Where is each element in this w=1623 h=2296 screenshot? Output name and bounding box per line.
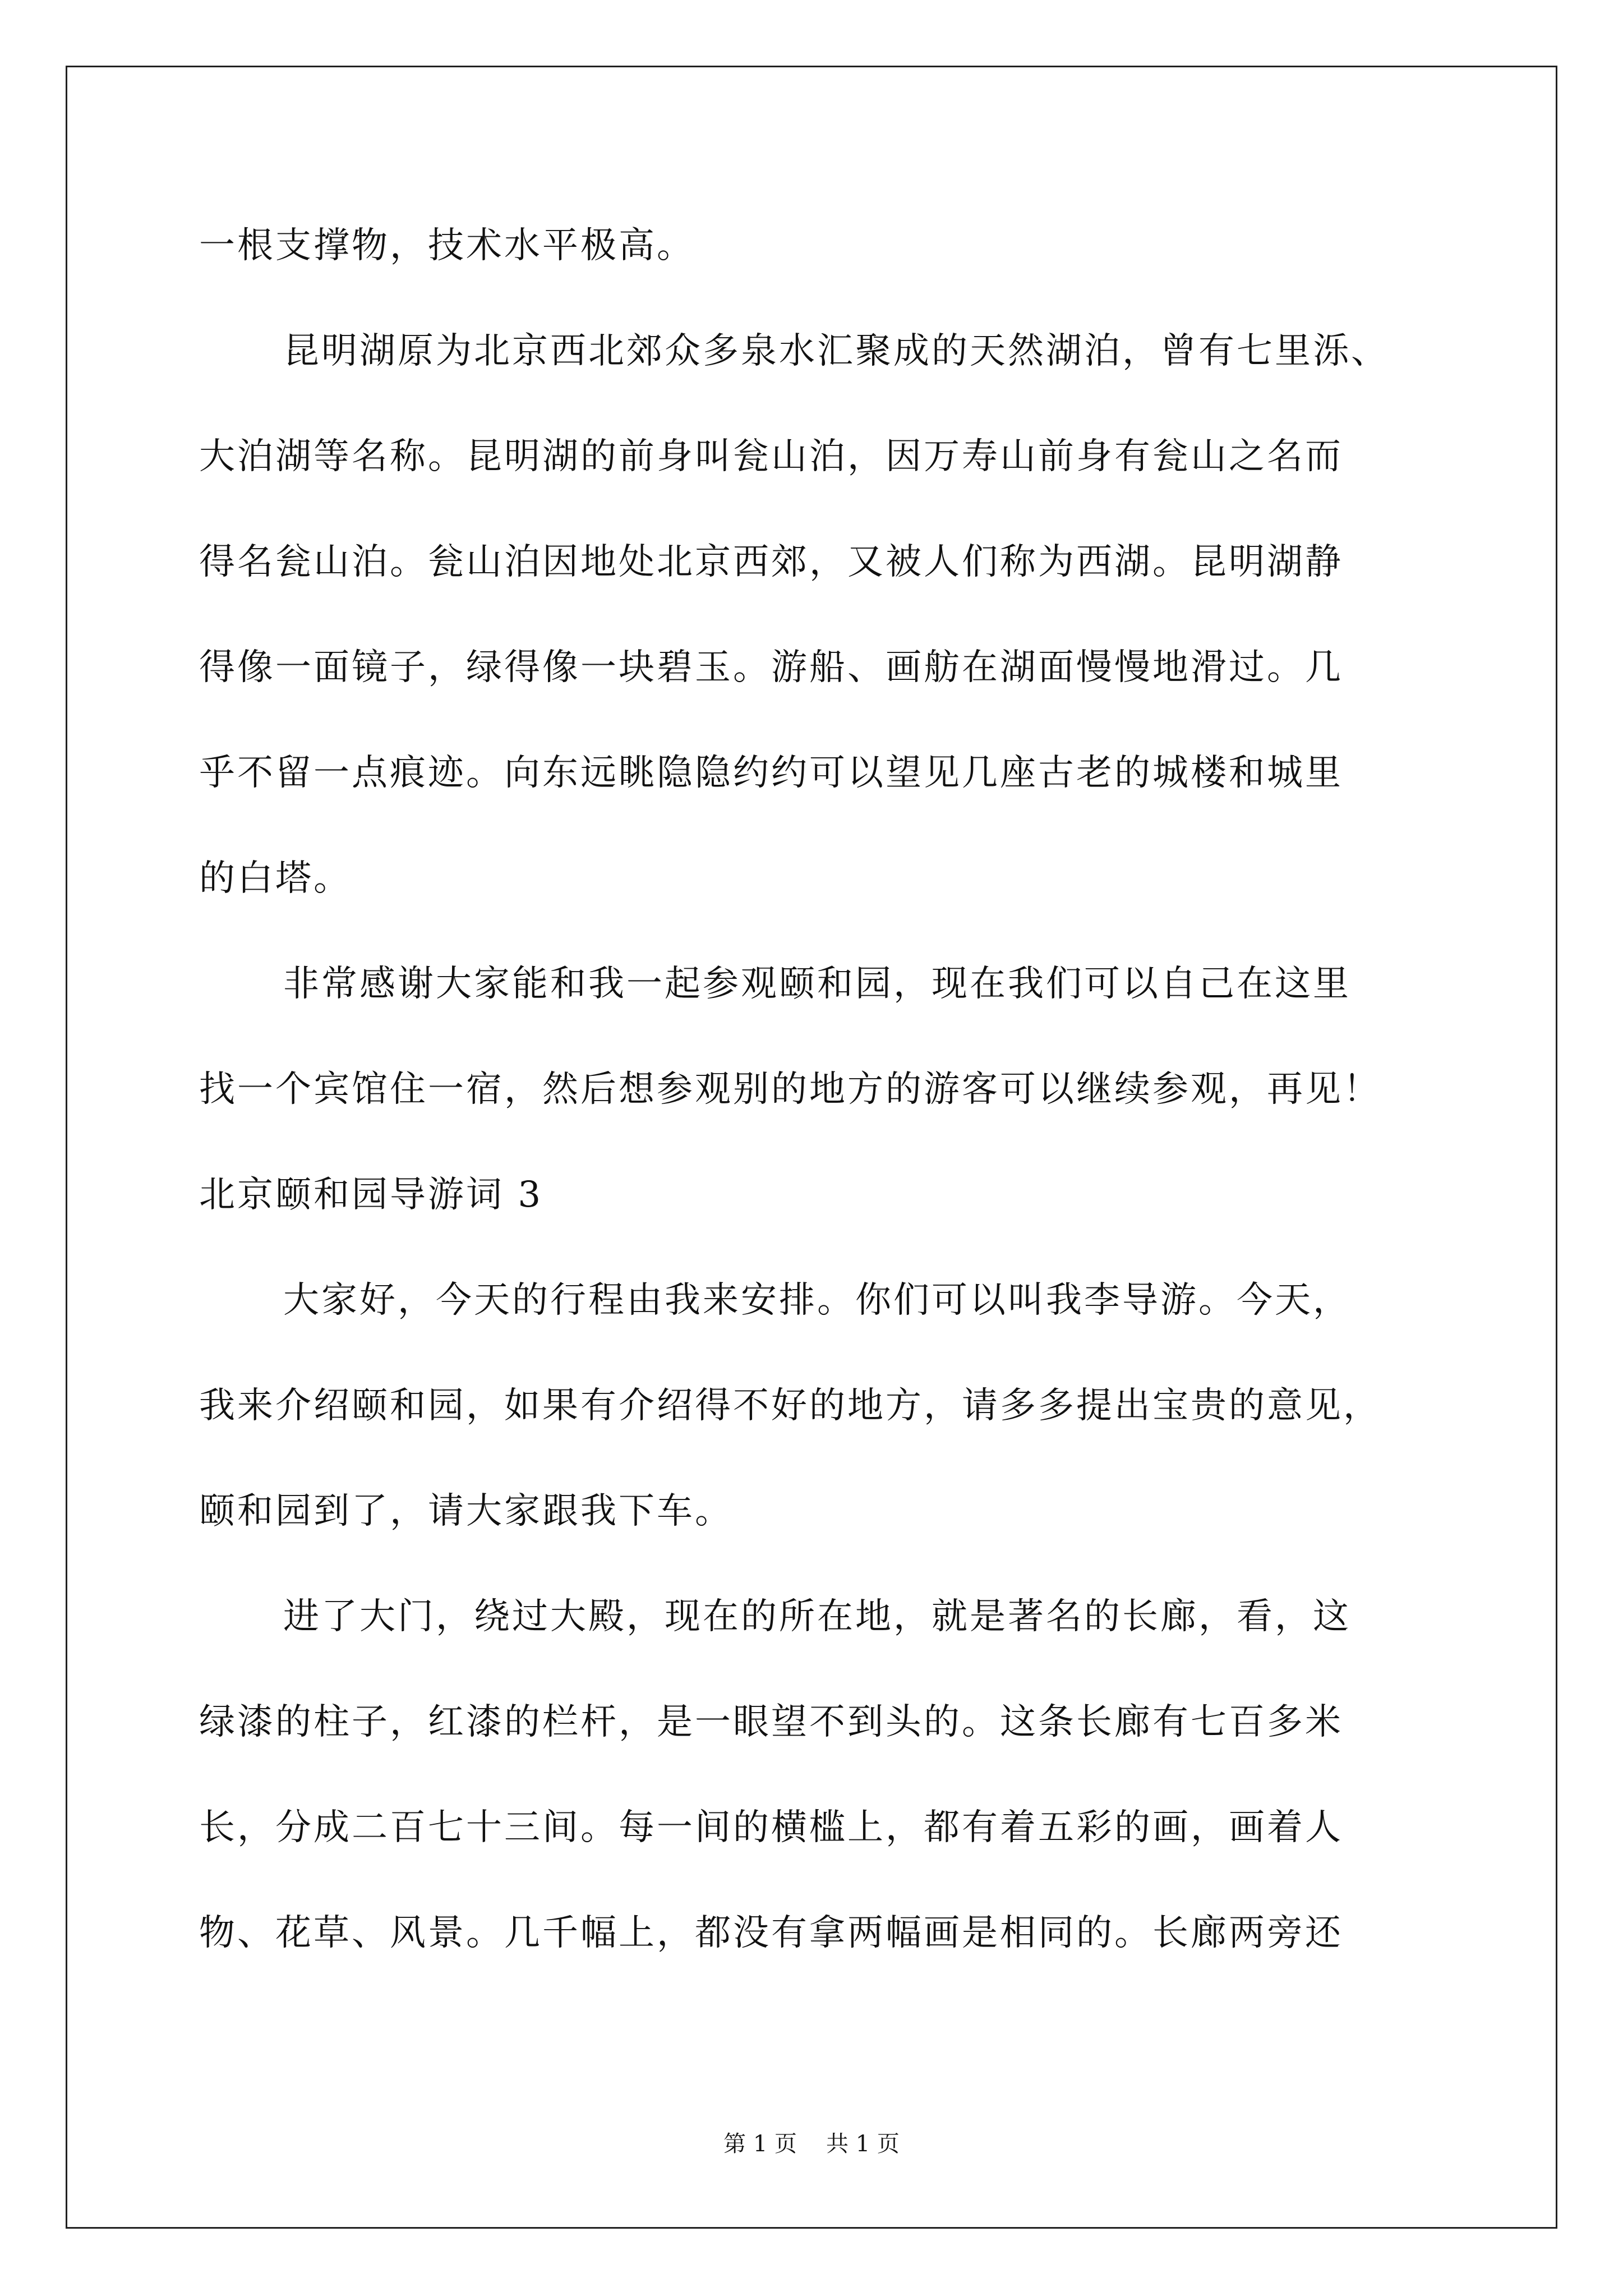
page-number: 第 1 页: [723, 2131, 797, 2157]
paragraph-line: 大泊湖等名称。昆明湖的前身叫瓮山泊，因万寿山前身有瓮山之名而: [199, 436, 1343, 477]
paragraph-line: 物、花草、风景。几千幅上，都没有拿两幅画是相同的。长廊两旁还: [199, 1912, 1343, 1954]
paragraph-line: 颐和园到了，请大家跟我下车。: [199, 1490, 733, 1532]
paragraph-line: 非常感谢大家能和我一起参观颐和园，现在我们可以自己在这里: [283, 963, 1351, 1005]
paragraph-line: 乎不留一点痕迹。向东远眺隐隐约约可以望见几座古老的城楼和城里: [199, 752, 1343, 794]
paragraph-line: 昆明湖原为北京西北郊众多泉水汇聚成的天然湖泊，曾有七里泺、: [283, 330, 1389, 372]
document-body: [199, 218, 1427, 1961]
paragraph-line: 得名瓮山泊。瓮山泊因地处北京西郊，又被人们称为西湖。昆明湖静: [199, 541, 1343, 583]
section-heading: 北京颐和园导游词 3: [199, 1174, 543, 1216]
paragraph-line: 我来介绍颐和园，如果有介绍得不好的地方，请多多提出宝贵的意见，: [199, 1385, 1381, 1427]
paragraph-line: 得像一面镜子，绿得像一块碧玉。游船、画舫在湖面慢慢地滑过。几: [199, 647, 1343, 688]
paragraph-line: 大家好，今天的行程由我来安排。你们可以叫我李导游。今天，: [283, 1280, 1351, 1321]
paragraph-line: 找一个宾馆住一宿，然后想参观别的地方的游客可以继续参观，再见！: [199, 1069, 1381, 1110]
paragraph-line: 的白塔。: [199, 858, 352, 899]
paragraph-line: 进了大门，绕过大殿，现在的所在地，就是著名的长廊，看，这: [283, 1596, 1351, 1637]
paragraph-line: 长，分成二百七十三间。每一间的横槛上，都有着五彩的画，画着人: [199, 1807, 1343, 1848]
page-footer: [0, 2128, 1623, 2160]
page-total: 共 1 页: [826, 2131, 900, 2157]
paragraph-line: 绿漆的柱子，红漆的栏杆，是一眼望不到头的。这条长廊有七百多米: [199, 1701, 1343, 1743]
paragraph-line: 一根支撑物，技术水平极高。: [199, 225, 695, 266]
